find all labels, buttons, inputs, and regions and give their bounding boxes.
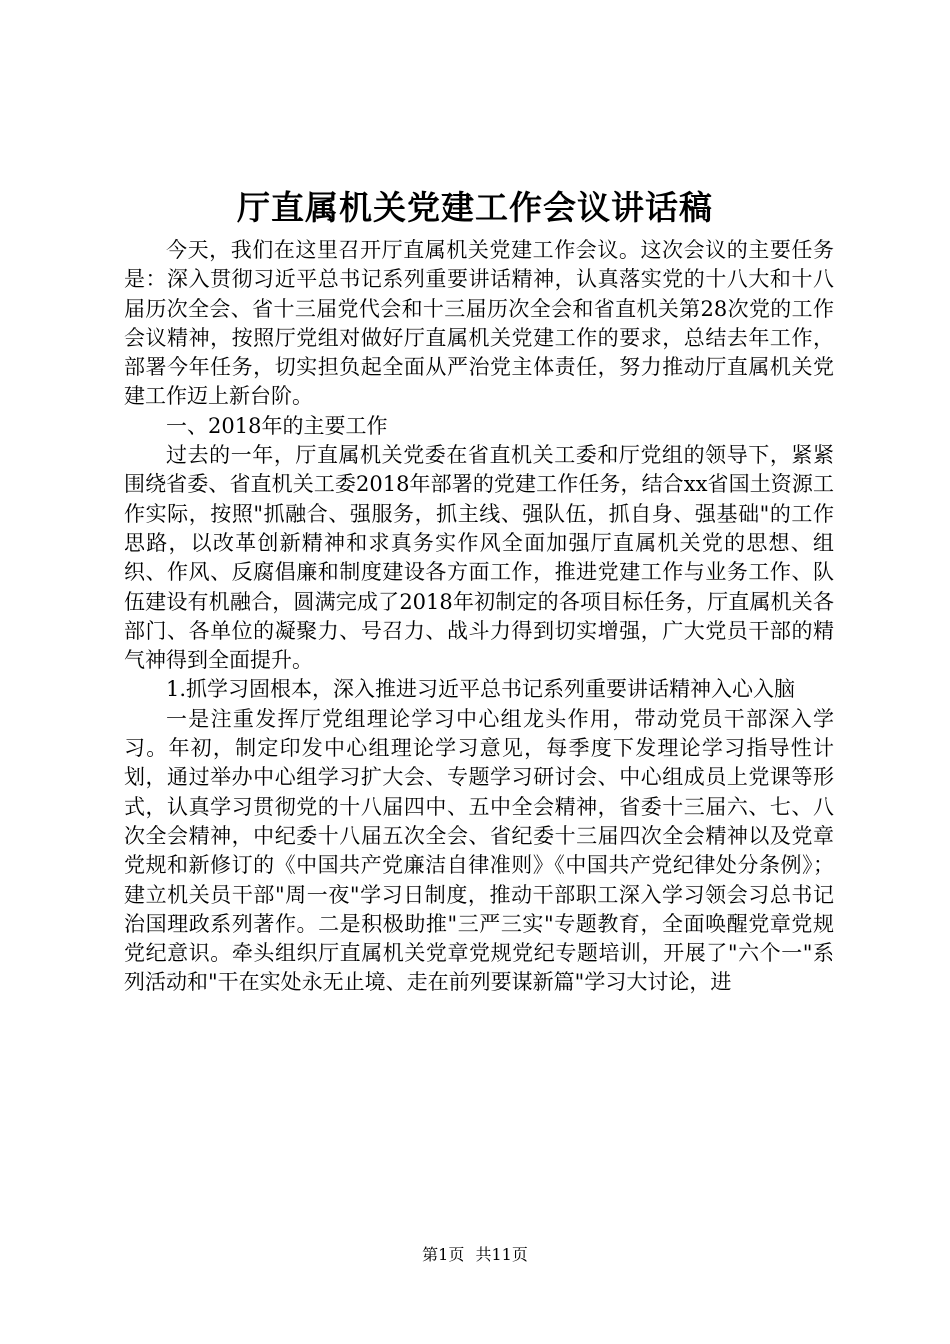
section-heading-1: 一、2018年的主要工作 — [166, 413, 388, 438]
page-total: 共11页 — [475, 1245, 528, 1264]
paragraph-study: 一是注重发挥厅党组理论学习中心组龙头作用，带动党员干部深入学习。年初，制定印发中心组理论学习意见，每季度下发理论学习指导性计划，通过举办中心组学习扩大会、专题学习研讨会、中心组成员上党课等形式，认真学习贯彻党的十八届四中、五中全会精神，省委十三届六、七、八次全会精神，中纪委十八届五次全会、省纪委十三届四次全会精神以及党章党规和新修订的《中国共产党廉洁自律准则》《中国共产党纪律处分条例》；建立机关员干部"周一夜"学习日制度，推动干部职工深入学习领会习总书记治国理政系列著作。二是积极助推"三严三实"专题教育，全面唤醒党章党规党纪意识。牵头组织厅直属机关党章党规党纪专题培训，开展了"六个一"系列活动和"干在实处永无止境、走在前列要谋新篇"学习大讨论，进 — [124, 706, 834, 995]
page-footer — [0, 1245, 950, 1265]
paragraph-review: 过去的一年，厅直属机关党委在省直机关工委和厅党组的领导下，紧紧围绕省委、省直机关工委2018年部署的党建工作任务，结合xx省国土资源工作实际，按照"抓融合、强服务，抓主线、强队伍，抓自身、强基础"的工作思路，以改革创新精神和求真务实作风全面加强厅直属机关党的思想、组织、作风、反腐倡廉和制度建设各方面工作，推进党建工作与业务工作、队伍建设有机融合，圆满完成了2018年初制定的各项目标任务，厅直属机关各部门、各单位的凝聚力、号召力、战斗力得到切实增强，广大党员干部的精气神得到全面提升。 — [124, 443, 834, 673]
document-title: 厅直属机关党建工作会议讲话稿 — [237, 188, 713, 227]
subsection-heading-1: 1.抓学习固根本，深入推进习近平总书记系列重要讲话精神入心入脑 — [166, 677, 796, 702]
page-number: 第1页 — [422, 1245, 465, 1264]
document-body — [124, 236, 834, 998]
paragraph-intro: 今天，我们在这里召开厅直属机关党建工作会议。这次会议的主要任务是：深入贯彻习近平总书记系列重要讲话精神，认真落实党的十八大和十八届历次全会、省十三届党代会和十三届历次全会和省直机关第28次党的工作会议精神，按照厅党组对做好厅直属机关党建工作的要求，总结去年工作，部署今年任务，切实担负起全面从严治党主体责任，努力推动厅直属机关党建工作迈上新台阶。 — [124, 238, 834, 409]
